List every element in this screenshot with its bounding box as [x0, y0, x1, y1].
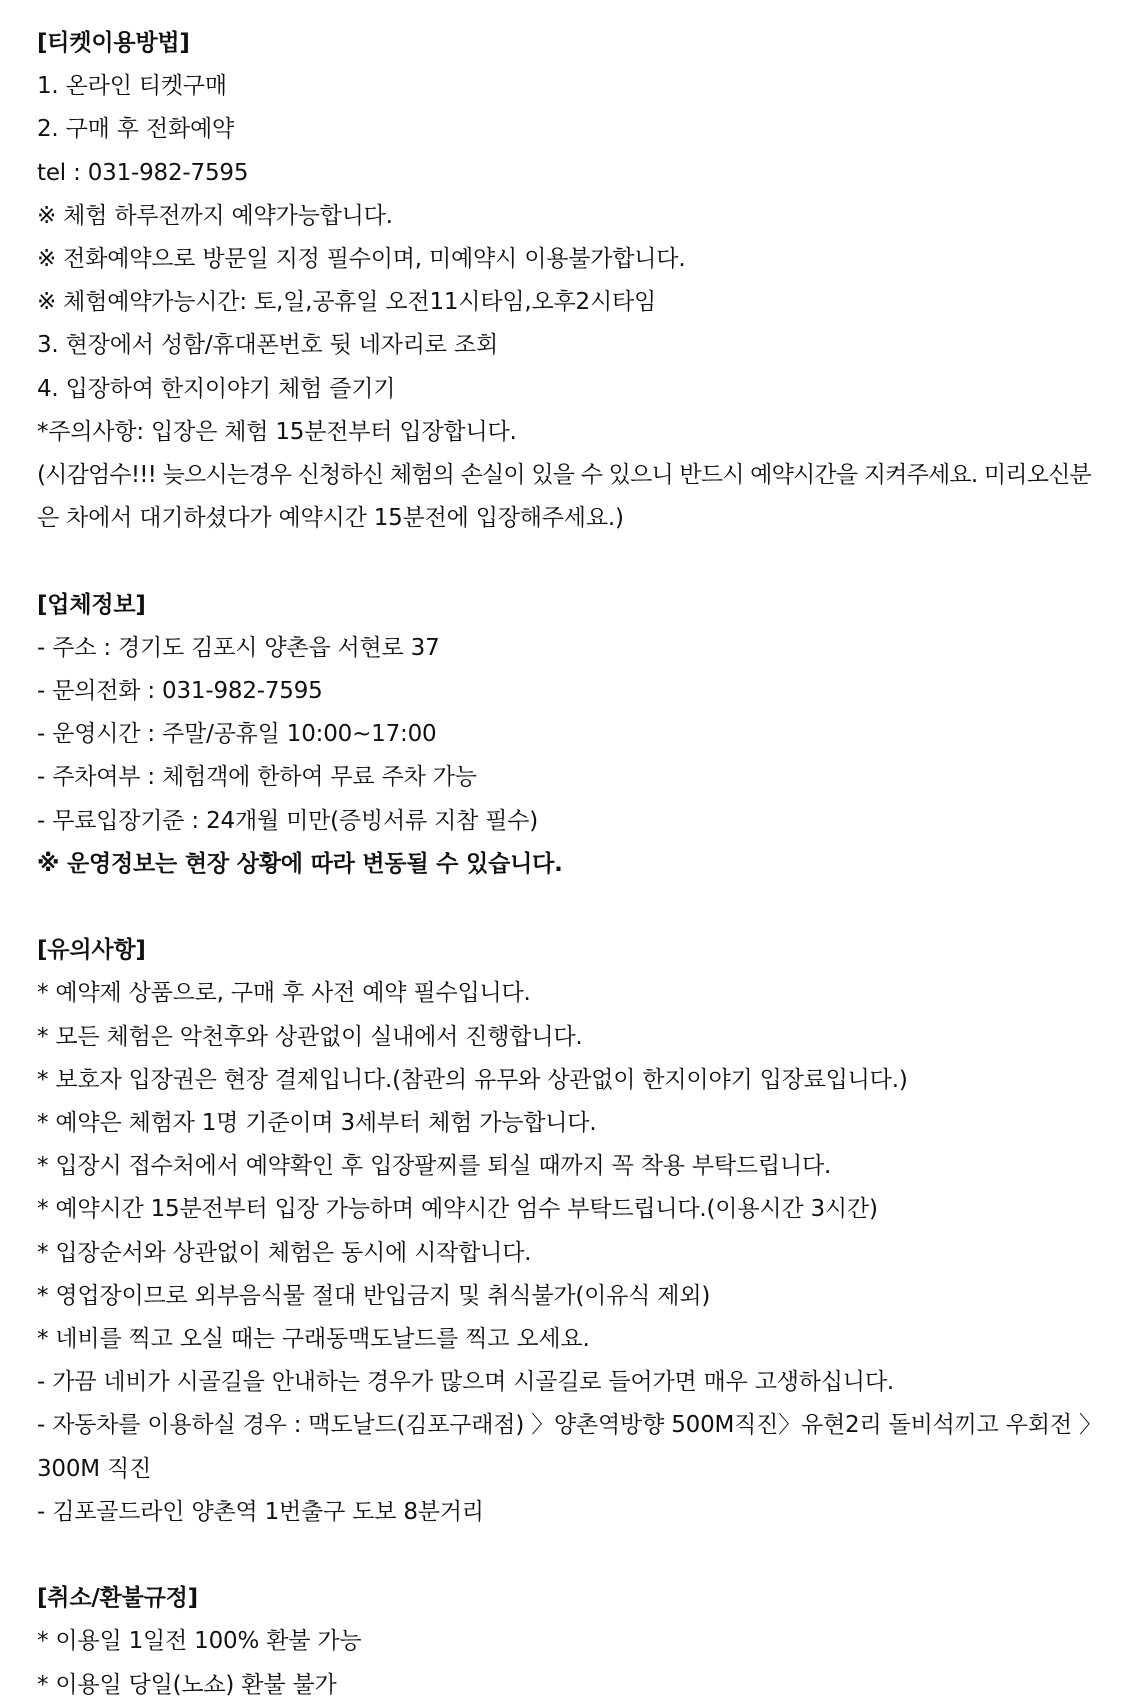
section-heading: [업체정보]	[37, 591, 146, 618]
text-line: - 가끔 네비가 시골길을 안내하는 경우가 많으며 시골길로 들어가면 매우 고생하십니다.	[37, 1369, 894, 1396]
section	[37, 584, 1112, 886]
text-line: 은 차에서 대기하셨다가 예약시간 15분전에 입장해주세요.)	[37, 505, 624, 532]
text-line: * 모든 체험은 악천후와 상관없이 실내에서 진행합니다.	[37, 1023, 583, 1050]
notice-line: ※ 운영정보는 현장 상황에 따라 변동될 수 있습니다.	[37, 850, 563, 877]
section-spacer	[37, 540, 1112, 583]
section	[37, 22, 1112, 540]
text-line: 3. 현장에서 성함/휴대폰번호 뒷 네자리로 조회	[37, 332, 498, 359]
text-line: - 자동차를 이용하실 경우 : 맥도날드(김포구래점) 〉양촌역방향 500M직진〉유현2리 돌비석끼고 우회전 〉	[37, 1412, 1102, 1439]
text-line: * 이용일 1일전 100% 환불 가능	[37, 1628, 362, 1655]
section	[37, 1577, 1112, 1707]
text-line: 2. 구매 후 전화예약	[37, 116, 235, 143]
text-line: * 입장순서와 상관없이 체험은 동시에 시작합니다.	[37, 1239, 532, 1266]
text-line: * 이용일 당일(노쇼) 환불 불가	[37, 1671, 337, 1698]
section-heading: [유의사항]	[37, 937, 146, 964]
text-line: - 무료입장기준 : 24개월 미만(증빙서류 지참 필수)	[37, 807, 539, 834]
text-line: ※ 체험 하루전까지 예약가능합니다.	[37, 202, 393, 229]
text-line: - 운영시간 : 주말/공휴일 10:00~17:00	[37, 721, 437, 748]
text-line: - 주소 : 경기도 김포시 양촌읍 서현로 37	[37, 634, 440, 661]
text-line: tel : 031-982-7595	[37, 159, 249, 186]
text-line: * 입장시 접수처에서 예약확인 후 입장팔찌를 퇴실 때까지 꼭 착용 부탁드립니다.	[37, 1153, 832, 1180]
text-line: * 네비를 찍고 오실 때는 구래동맥도날드를 찍고 오세요.	[37, 1326, 590, 1353]
text-line: - 김포골드라인 양촌역 1번출구 도보 8분거리	[37, 1498, 484, 1525]
text-line: *주의사항: 입장은 체험 15분전부터 입장합니다.	[37, 418, 517, 445]
text-line: * 영업장이므로 외부음식물 절대 반입금지 및 취식불가(이유식 제외)	[37, 1282, 711, 1309]
section-heading: [티켓이용방법]	[37, 30, 190, 56]
section-spacer	[37, 886, 1112, 929]
section-spacer	[37, 1534, 1112, 1577]
text-line: * 예약은 체험자 1명 기준이며 3세부터 체험 가능합니다.	[37, 1110, 597, 1137]
text-line: ※ 체험예약가능시간: 토,일,공휴일 오전11시타임,오후2시타임	[37, 289, 657, 316]
section-heading: [취소/환불규정]	[37, 1585, 198, 1612]
text-line: 300M 직진	[37, 1455, 152, 1482]
text-line: * 예약시간 15분전부터 입장 가능하며 예약시간 엄수 부탁드립니다.(이용시간 3시간)	[37, 1196, 878, 1223]
text-line: * 예약제 상품으로, 구매 후 사전 예약 필수입니다.	[37, 980, 531, 1007]
text-line: - 문의전화 : 031-982-7595	[37, 678, 323, 705]
text-line: ※ 전화예약으로 방문일 지정 필수이며, 미예약시 이용불가합니다.	[37, 246, 686, 273]
text-line: - 주차여부 : 체험객에 한하여 무료 주차 가능	[37, 764, 477, 791]
text-line: 4. 입장하여 한지이야기 체험 즐기기	[37, 375, 396, 402]
section	[37, 929, 1112, 1534]
text-line: (시감엄수!!! 늦으시는경우 신청하신 체험의 손실이 있을 수 있으니 반드시 예약시간을 지켜주세요. 미리오신분	[37, 462, 1091, 489]
text-line: 1. 온라인 티켓구매	[37, 73, 227, 100]
text-line: * 보호자 입장권은 현장 결제입니다.(참관의 유무와 상관없이 한지이야기 입장료입니다.)	[37, 1066, 908, 1093]
